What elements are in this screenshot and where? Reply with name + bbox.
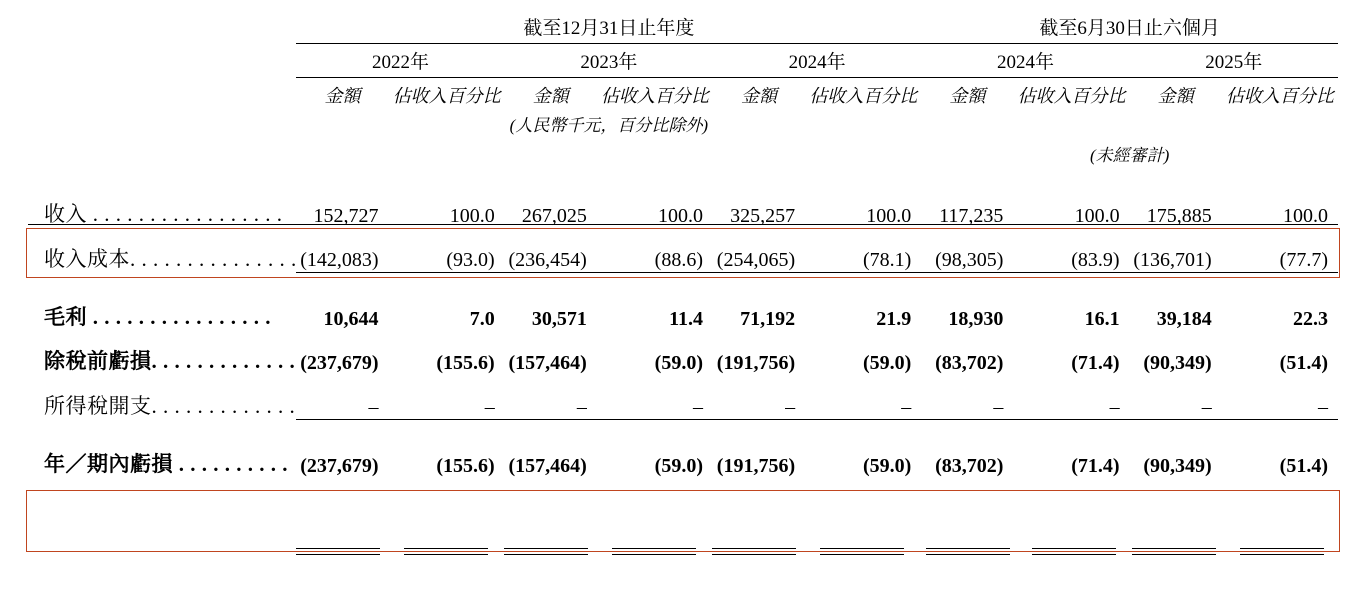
tax-2024i-percent: – [1013,375,1129,420]
loss-2025i-amount: (90,349) [1143,455,1212,477]
group-header-interim: 截至6月30日止六個月 [921,8,1338,44]
period-2024-annual: 2024年 [713,44,921,78]
row-label-gross-profit: 毛利 . . . . . . . . . . . . . . . . [44,305,271,329]
col-amount-2024i: 金額 [949,86,986,106]
column-corner-cell [28,78,296,111]
cost-2022-amount: (142,083) [296,228,388,273]
group-header-row [28,8,1338,44]
lbt-2023-amount: (157,464) [508,352,587,374]
col-amount-2025i: 金額 [1157,86,1194,106]
table-row-gross-profit [28,287,1338,331]
lbt-2024i-amount: (83,702) [935,352,1004,374]
loss-2024i-percent: (71.4) [1071,455,1120,477]
corner-cell [28,8,296,44]
cost-2024a-amount: (254,065) [713,228,805,273]
unaudited-note-corner [28,136,296,170]
gross-profit-2023-percent: 11.4 [669,308,703,330]
gross-profit-2025i-percent: 22.3 [1293,308,1328,330]
table-top-rule [28,224,1338,225]
col-percent-2022: 佔收入百分比 [392,86,501,106]
cost-2024i-amount: (98,305) [921,228,1013,273]
loss-2022-amount: (237,679) [300,455,379,477]
col-amount-2024a: 金額 [741,86,778,106]
unaudited-note-blank [296,136,921,170]
lbt-2024a-amount: (191,756) [716,352,796,374]
header-spacer-row [28,170,1338,184]
cost-2025i-amount: (136,701) [1130,228,1222,273]
revenue-2022-percent: 100.0 [449,205,495,227]
table-row-income-tax-expense [28,375,1338,420]
tax-2024i-amount: – [921,375,1013,420]
lbt-2024a-percent: (59.0) [862,352,912,374]
currency-note: (人民幣千元，百分比除外) [509,116,708,135]
revenue-2024i-percent: 100.0 [1074,205,1120,227]
header-spacer-cell [28,170,1338,184]
revenue-2023-amount: 267,025 [521,205,587,227]
cost-2024i-percent: (83.9) [1013,228,1129,273]
column-header-row [28,78,1338,111]
gross-profit-spacer-row [28,273,1338,288]
gross-profit-2024i-amount: 18,930 [948,308,1004,330]
col-percent-2025i: 佔收入百分比 [1225,86,1334,106]
period-2022: 2022年 [296,44,504,78]
period-corner-cell [28,44,296,78]
lbt-2025i-amount: (90,349) [1143,352,1212,374]
highlight-box-loss-for-period [26,490,1340,552]
period-2024-interim: 2024年 [921,44,1129,78]
revenue-2025i-percent: 100.0 [1283,205,1328,227]
total-spacer-cell [28,420,1338,435]
unaudited-note: (未經審計) [1089,146,1170,165]
table-row-loss-before-tax [28,331,1338,375]
table-row-cost-of-revenue [28,228,1338,273]
tax-2023-percent: – [597,375,713,420]
tax-2022-percent: – [389,375,505,420]
loss-2023-amount: (157,464) [508,455,587,477]
lbt-2024i-percent: (71.4) [1071,352,1120,374]
loss-2025i-percent: (51.4) [1279,455,1328,477]
gross-profit-spacer-cell [28,273,1338,288]
tax-2024a-percent: – [805,375,921,420]
gross-profit-2022-percent: 7.0 [469,308,495,330]
loss-2023-percent: (59.0) [654,455,703,477]
period-header-row [28,44,1338,78]
revenue-2024i-amount: 117,235 [939,205,1004,227]
tax-2024a-amount: – [713,375,805,420]
col-amount-2022: 金額 [324,86,361,106]
col-percent-2024a: 佔收入百分比 [809,86,918,106]
currency-note-blank [921,110,1338,136]
revenue-2025i-amount: 175,885 [1146,205,1212,227]
cost-2025i-percent: (77.7) [1222,228,1338,273]
revenue-2023-percent: 100.0 [657,205,703,227]
revenue-2024a-percent: 100.0 [866,205,912,227]
gross-profit-2024a-amount: 71,192 [740,308,796,330]
tax-2025i-amount: – [1130,375,1222,420]
lbt-2022-amount: (237,679) [300,352,379,374]
group-header-annual: 截至12月31日止年度 [296,8,921,44]
gross-profit-2024i-percent: 16.1 [1084,308,1120,330]
currency-note-row [28,110,1338,136]
loss-2022-percent: (155.6) [436,455,495,477]
tax-2025i-percent: – [1222,375,1338,420]
row-label-loss-before-tax: 除稅前虧損. . . . . . . . . . . . . [44,349,296,373]
gross-profit-2024a-percent: 21.9 [876,308,912,330]
lbt-2025i-percent: (51.4) [1279,352,1328,374]
col-percent-2024i: 佔收入百分比 [1017,86,1126,106]
period-2025-interim: 2025年 [1130,44,1338,78]
revenue-2022-amount: 152,727 [313,205,379,227]
revenue-2024a-amount: 325,257 [730,205,796,227]
currency-note-corner [28,110,296,136]
cost-2022-percent: (93.0) [389,228,505,273]
loss-2024i-amount: (83,702) [935,455,1004,477]
financial-table [28,8,1338,478]
table-row-loss-for-period [28,434,1338,478]
col-amount-2023: 金額 [532,86,569,106]
lbt-2022-percent: (155.6) [436,352,495,374]
unaudited-note-row [28,136,1338,170]
row-label-revenue: 收入 . . . . . . . . . . . . . . . . . [44,202,283,226]
cost-2024a-percent: (78.1) [805,228,921,273]
period-2023: 2023年 [505,44,713,78]
row-label-loss-for-period: 年／期內虧損 . . . . . . . . . . [44,452,288,476]
gross-profit-2023-amount: 30,571 [531,308,587,330]
row-label-cost-of-revenue: 收入成本. . . . . . . . . . . . . . . [44,246,297,271]
lbt-2023-percent: (59.0) [654,352,703,374]
tax-2022-amount: – [296,375,388,420]
tax-2023-amount: – [505,375,597,420]
gross-profit-2025i-amount: 39,184 [1156,308,1212,330]
col-percent-2023: 佔收入百分比 [600,86,709,106]
loss-2024a-amount: (191,756) [716,455,796,477]
total-spacer-row [28,420,1338,435]
cost-2023-percent: (88.6) [597,228,713,273]
gross-profit-2022-amount: 10,644 [323,308,379,330]
table-row-revenue [28,184,1338,228]
row-label-income-tax-expense: 所得稅開支. . . . . . . . . . . . . [44,393,296,418]
loss-2024a-percent: (59.0) [862,455,912,477]
cost-2023-amount: (236,454) [505,228,597,273]
